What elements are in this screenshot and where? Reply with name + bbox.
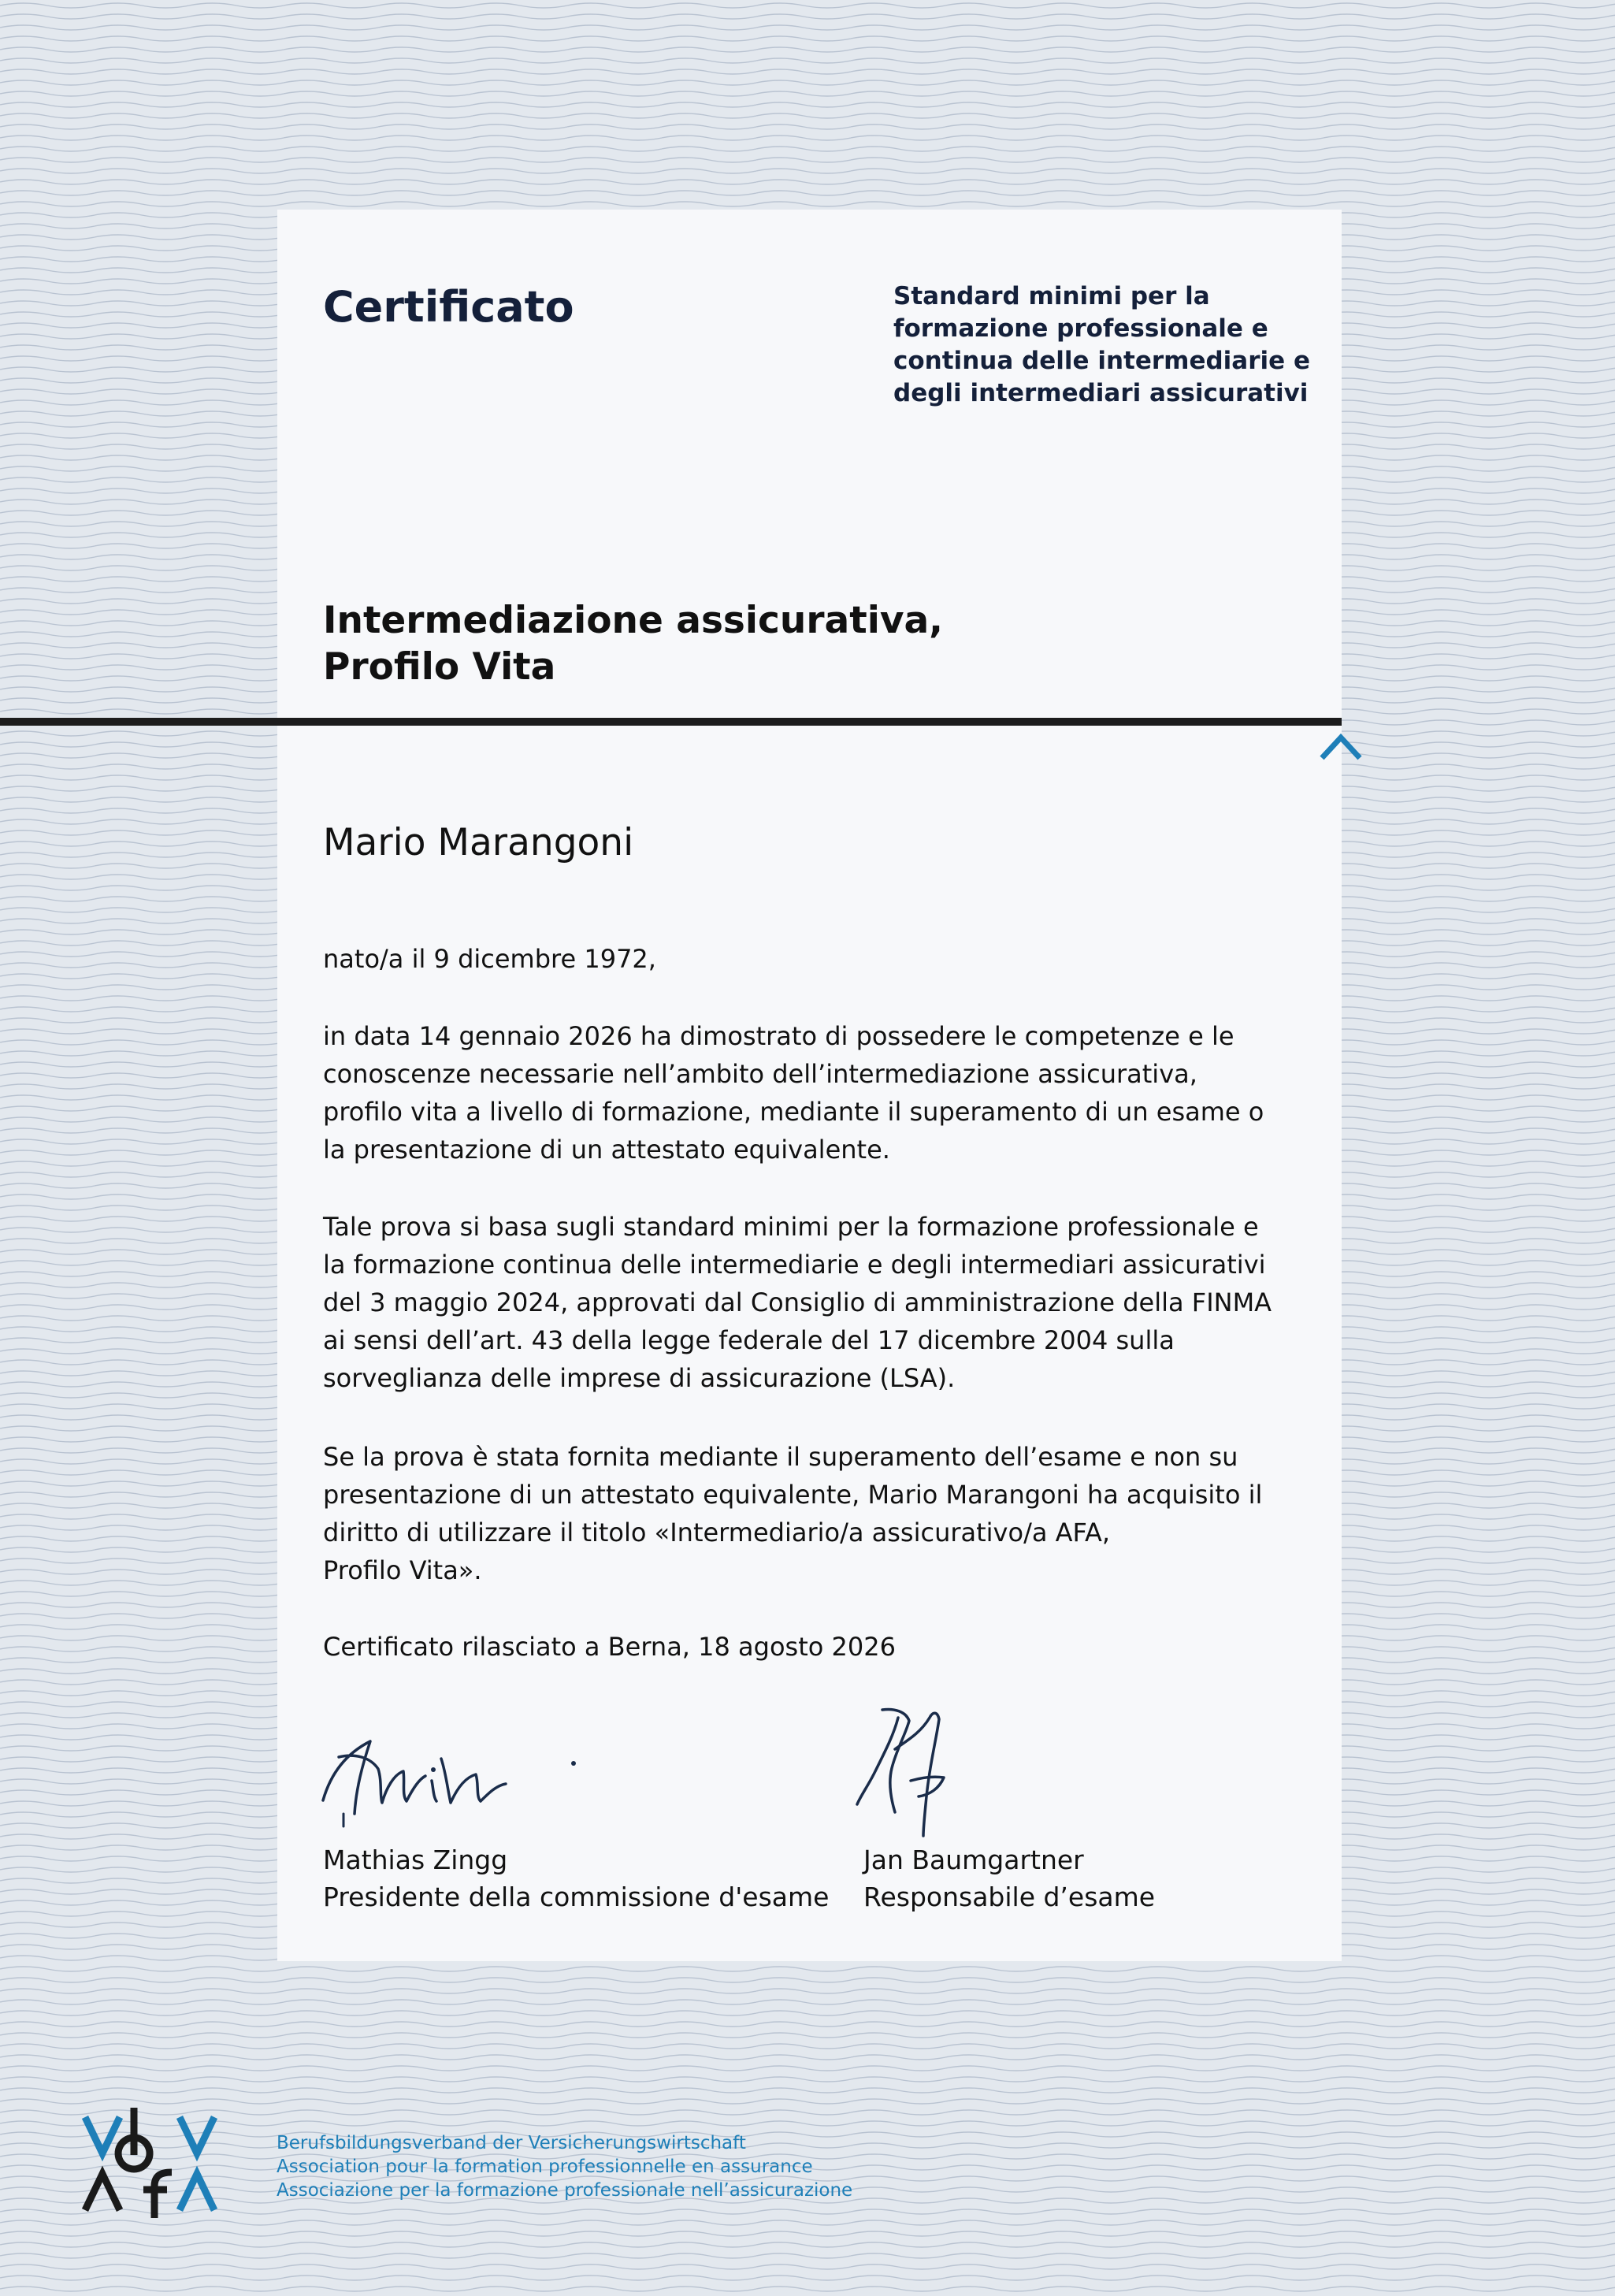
association-line-fr: Association pour la formation professionnelle en assurance: [277, 2157, 813, 2177]
subject-line: Intermediazione assicurativa,: [323, 599, 944, 642]
standard-line: Standard minimi per la: [893, 282, 1210, 310]
certificate-title: Certificato: [323, 282, 574, 332]
signatory-role-zingg: Presidente della commissione d'esame: [323, 1882, 830, 1912]
association-line-de: Berufsbildungsverband der Versicherungswirtschaft: [277, 2133, 746, 2153]
birth-text: nato/a il 9 dicembre 1972,: [323, 944, 656, 974]
standard-heading: [893, 280, 1335, 410]
association-names: [277, 2131, 852, 2202]
signature-zingg: [307, 1726, 591, 1828]
paragraph-line: del 3 maggio 2024, approvati dal Consiglio di amministrazione della FINMA: [323, 1287, 1272, 1317]
issued-line: [323, 1628, 1347, 1666]
paragraph-line: Tale prova si basa sugli standard minimi per la formazione professionale e: [323, 1212, 1259, 1242]
paragraph-line: conoscenze necessarie nell’ambito dell’intermediazione assicurativa,: [323, 1059, 1197, 1089]
paragraph-line: Se la prova è stata fornita mediante il superamento dell’esame e non su: [323, 1442, 1238, 1472]
paragraph-competence: [323, 1017, 1347, 1168]
vbv-afa-logo: [79, 2108, 244, 2226]
issued-text: Certificato rilasciato a Berna, 18 agosto 2026: [323, 1632, 896, 1662]
paragraph-line: diritto di utilizzare il titolo «Intermediario/a assicurativo/a AFA,: [323, 1518, 1111, 1547]
paragraph-line: la formazione continua delle intermediarie e degli intermediari assicurativi: [323, 1250, 1266, 1280]
holder-name: Mario Marangoni: [323, 821, 634, 864]
subject-heading: [323, 597, 943, 690]
paragraph-title-right: [323, 1438, 1347, 1589]
signatory-role-baumgartner: Responsabile d’esame: [863, 1882, 1156, 1912]
divider-rule: [0, 718, 1342, 726]
paragraph-line: presentazione di un attestato equivalente, Mario Marangoni ha acquisito il: [323, 1480, 1263, 1510]
paragraph-line: Profilo Vita».: [323, 1555, 482, 1585]
signature-baumgartner: [851, 1702, 977, 1840]
paragraph-line: in data 14 gennaio 2026 ha dimostrato di possedere le competenze e le: [323, 1021, 1234, 1051]
association-line-it: Associazione per la formazione professionale nell’assicurazione: [277, 2180, 853, 2201]
signatory-name-baumgartner: Jan Baumgartner: [863, 1845, 1084, 1875]
caret-up-icon: [1317, 731, 1364, 763]
signatory-name-zingg: Mathias Zingg: [323, 1845, 508, 1875]
birth-line: [323, 940, 1347, 978]
standard-line: degli intermediari assicurativi: [893, 379, 1309, 407]
standard-line: continua delle intermediarie e: [893, 347, 1310, 375]
paragraph-line: la presentazione di un attestato equivalente.: [323, 1135, 890, 1165]
paragraph-line: sorveglianza delle imprese di assicurazione (LSA).: [323, 1363, 956, 1393]
subject-line: Profilo Vita: [323, 645, 556, 689]
paragraph-legal-basis: [323, 1208, 1347, 1397]
standard-line: formazione professionale e: [893, 314, 1268, 343]
paragraph-line: ai sensi dell’art. 43 della legge federale del 17 dicembre 2004 sulla: [323, 1325, 1175, 1355]
paragraph-line: profilo vita a livello di formazione, mediante il superamento di un esame o: [323, 1097, 1264, 1127]
